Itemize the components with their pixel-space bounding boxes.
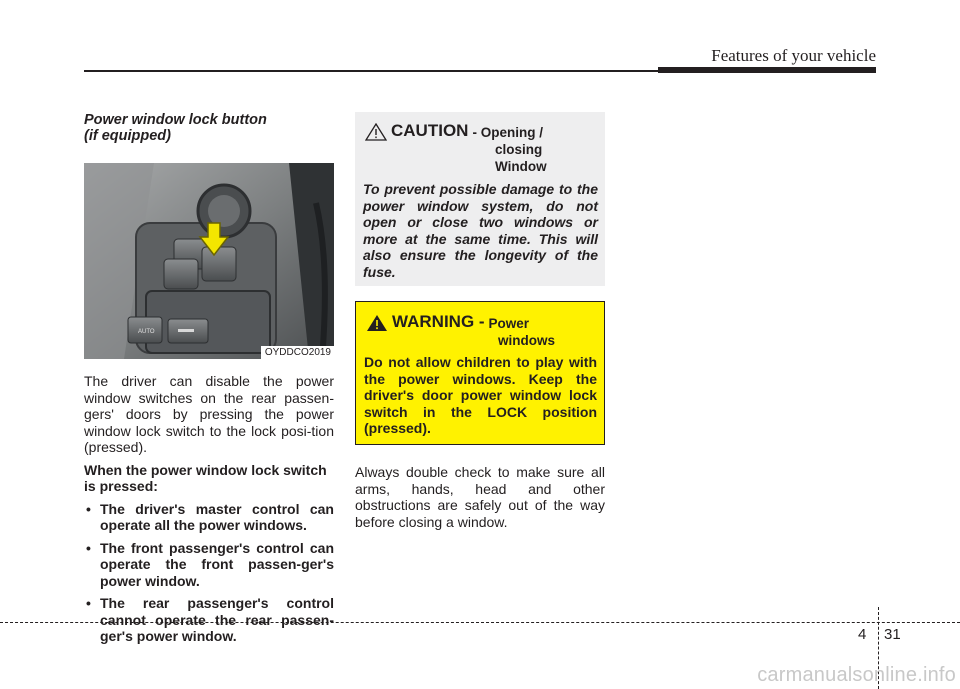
caution-triangle-icon: [365, 123, 387, 141]
left-column: [84, 112, 334, 651]
intro-paragraph: The driver can disable the power window switches on the rear passen-gers' doors by pressing the power window lock switch to the lock posi-tion (pressed).: [84, 373, 334, 455]
caution-text: To prevent possible damage to the power window system, do not open or close two windows or more at the same time. This will also ensure the longevity of the fuse.: [363, 181, 598, 280]
warning-box: [355, 301, 605, 445]
door-panel-illustration: [84, 163, 334, 359]
warning-subtitle-line2: windows: [498, 333, 555, 348]
warning-text: Do not allow children to play with the power windows. Keep the driver's door power window lock switch in the LOCK position (pressed).: [364, 354, 597, 436]
section-title: [84, 112, 334, 144]
window-switch-photo: [84, 163, 334, 359]
caution-subtitle-line3: Window: [495, 159, 547, 174]
page-number: 31: [884, 626, 901, 643]
chapter-number: 4: [858, 626, 867, 643]
list-item: • The driver's master control can operate all the power windows.: [86, 500, 334, 533]
warning-subtitle: Power: [488, 316, 530, 331]
safety-paragraph: Always double check to make sure all arms, hands, head and other obstructions are safely out of the way before closing a window.: [355, 464, 605, 530]
right-column: [355, 112, 605, 530]
list-item: • The front passenger's control can operate the front passen-ger's power window.: [86, 539, 334, 589]
caution-subtitle-line2: closing: [495, 142, 543, 157]
photo-caption: OYDDCO2019: [261, 346, 334, 359]
warning-header: [364, 313, 597, 332]
footer-rule: [0, 622, 960, 623]
section-title-line1: Power window lock button: [84, 112, 267, 128]
watermark: carmanualsonline.info: [757, 664, 956, 686]
header-rule-thick: [658, 67, 876, 73]
caution-label: CAUTION: [391, 121, 469, 140]
list-item: • The rear passenger's control cannot operate the rear passen-ger's power window.: [86, 595, 334, 644]
header-title: Features of your vehicle: [711, 46, 876, 65]
section-title-line2: (if equipped): [84, 128, 171, 144]
header-rule: [84, 70, 658, 72]
lock-pressed-heading: When the power window lock switch is pressed:: [84, 461, 327, 494]
auto-button-label: AUTO: [138, 329, 155, 335]
warning-triangle-icon: [366, 314, 388, 332]
caution-box: [355, 112, 605, 286]
warning-label: WARNING -: [392, 312, 485, 331]
caution-subtitle: - Opening /: [472, 125, 543, 140]
caution-header: [363, 122, 598, 141]
